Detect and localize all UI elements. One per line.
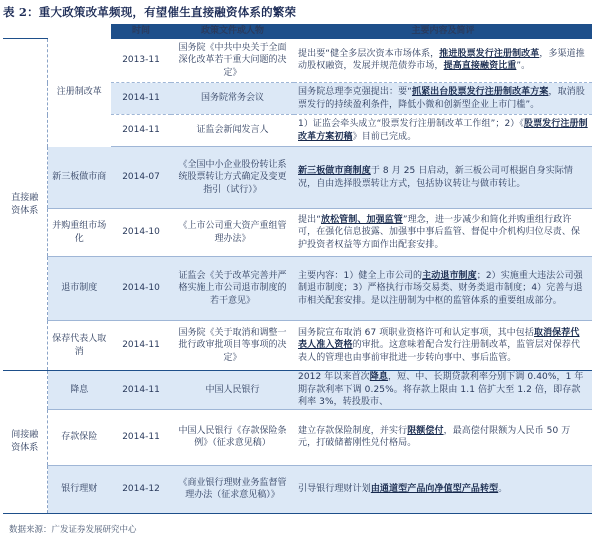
table-row [3, 257, 592, 321]
header-blank [3, 24, 111, 39]
content-cell [294, 371, 592, 410]
content-text: 提出“ [298, 214, 321, 225]
system-label-indirect: 间接融资体系 [3, 371, 47, 514]
content-text: 建立存款保险制度，并实行 [298, 425, 408, 436]
highlight-phrase: 取消保荐代表人准入资格 [298, 327, 580, 351]
date-cell: 2014-11 [111, 321, 171, 371]
content-cell [294, 257, 592, 321]
content-text: 提出要“健全多层次资本市场体系， [298, 48, 440, 59]
header-content: 主要内容及简评 [294, 24, 592, 39]
date-cell: 2014-12 [111, 465, 171, 513]
table-row [3, 39, 592, 83]
table-row [3, 409, 592, 465]
content-text: 1）证监会牵头成立“股票发行注册制改革工作组”； [298, 119, 505, 129]
category-cell: 银行理财 [47, 465, 111, 513]
content-cell [294, 39, 592, 83]
table-row [3, 465, 592, 513]
highlight-phrase: 推进股票发行注册制改革 [439, 48, 540, 59]
doc-cell: 《上市公司重大资产重组管理办法》 [171, 209, 294, 257]
highlight-phrase: 提高直接融资比重 [443, 61, 517, 72]
table-title: 表 2：重大政策改革频现，有望催生直接融资体系的繁荣 [3, 5, 297, 19]
content-cell [294, 115, 592, 147]
content-text: 于 8 月 25 日启动，新三板公司可根据自身实际情况，自由选择股票转让方式，包括协议转让与做市转让。 [298, 166, 574, 189]
table-row [3, 321, 592, 371]
category-cell: 退市制度 [47, 257, 111, 321]
content-text: 的审批。这意味着配合发行注册制改革，监管层对保荐代表人的管理也由事前审批进一步转向事中、事后监管。 [298, 340, 581, 363]
doc-cell: 国务院常务会议 [171, 83, 294, 115]
date-cell: 2014-10 [111, 209, 171, 257]
category-cell: 并购重组市场化 [47, 209, 111, 257]
content-text: ，多渠道推动股权融资，发展并规范债券市场， [298, 48, 585, 72]
system-label-direct: 直接融资体系 [3, 39, 47, 371]
doc-cell: 国务院《中共中央关于全面深化改革若干重大问题的决定》 [171, 39, 294, 83]
doc-cell: 证监会新闻发言人 [171, 115, 294, 147]
highlight-phrase: 抓紧出台股票发行注册制改革方案 [411, 87, 549, 97]
date-cell: 2013-11 [111, 39, 171, 83]
content-text: 国务院宣布取消 67 项职业资格许可和认定事项，其中包括 [298, 327, 534, 338]
header-time: 时间 [111, 24, 171, 39]
header-doc: 政策文件或人物 [171, 24, 294, 39]
doc-cell: 证监会《关于改革完善并严格实施上市公司退市制度的若干意见》 [171, 257, 294, 321]
content-text: ”理念，进一步减少和简化并购重组行政许可，在强化信息披露、加强事中事后监管、督促中介机构归位尽责、保护投资者权益等方面作出配套安排。 [298, 214, 581, 250]
content-text: ，取消股票发行的持续盈利条件，降低小微和创新型企业上市门槛”。 [298, 87, 585, 110]
content-text: 2）《 [504, 119, 524, 129]
doc-cell: 国务院《关于取消和调整一批行政审批项目等事项的决定》 [171, 321, 294, 371]
highlight-phrase: 降息 [369, 372, 388, 382]
date-cell: 2014-11 [111, 409, 171, 465]
date-cell: 2014-07 [111, 147, 171, 209]
highlight-phrase: 新三板做市商制度 [298, 166, 371, 176]
content-text: 引导银行理财计划 [298, 483, 371, 494]
content-text: 》目前已完成。 [352, 131, 417, 142]
date-cell: 2014-11 [111, 83, 171, 115]
content-text: ”。 [516, 61, 531, 72]
date-cell: 2014-11 [111, 115, 171, 147]
category-cell: 存款保险 [47, 409, 111, 465]
doc-cell: 《商业银行理财业务监督管理办法（征求意见稿）》 [171, 465, 294, 513]
content-text: 2012 年以来首次 [298, 372, 370, 382]
date-cell: 2014-11 [111, 371, 171, 410]
highlight-phrase: 股票发行注册制改革方案初稿 [298, 119, 588, 142]
policy-table [3, 24, 592, 514]
content-cell [294, 465, 592, 513]
content-cell [294, 83, 592, 115]
highlight-phrase: 由通道型产品向净值型产品转型 [370, 483, 499, 494]
category-cell: 注册制改革 [47, 39, 111, 147]
content-text: ，短、中、长期贷款利率分别下调 0.40%，1 年期存款利率下调 0.25%。将存款上限由 1.1 倍扩大至 1.2 倍，即存款利率 3%，转投股市、 [298, 372, 584, 407]
doc-cell: 中国人民银行《存款保险条例》（征求意见稿） [171, 409, 294, 465]
highlight-phrase: 放松管制、加强监管 [320, 214, 403, 225]
category-cell: 新三板做市商 [47, 147, 111, 209]
content-text: ，最高偿付限额为人民币 50 万元，打破储蓄刚性兑付格局。 [298, 425, 571, 448]
content-text: ；2）实施重大违法公司强制退市制度；3）严格执行市场交易类、财务类退市制度；4）完善与退市相关配套安排。是以注册制为中枢的监管体系的重要组成部分。 [298, 270, 583, 306]
category-cell: 降息 [47, 371, 111, 410]
table-row [3, 209, 592, 257]
doc-cell: 《全国中小企业股份转让系统股票转让方式确定及变更指引（试行）》 [171, 147, 294, 209]
content-cell [294, 321, 592, 371]
table-row [3, 371, 592, 410]
content-text: 主要内容：1）健全上市公司的 [298, 270, 423, 281]
header-row [3, 24, 592, 39]
highlight-phrase: 限额偿付 [407, 425, 444, 436]
content-text: 。 [498, 483, 508, 494]
content-cell [294, 147, 592, 209]
doc-cell: 中国人民银行 [171, 371, 294, 410]
content-text: 国务院总理李克强提出：要“ [298, 87, 412, 97]
table-row [3, 147, 592, 209]
category-cell: 保荐代表人取消 [47, 321, 111, 371]
date-cell: 2014-10 [111, 257, 171, 321]
source-note: 数据来源：广发证券发展研究中心 [9, 525, 137, 535]
highlight-phrase: 主动退市制度 [422, 270, 477, 281]
content-cell [294, 209, 592, 257]
content-cell [294, 409, 592, 465]
